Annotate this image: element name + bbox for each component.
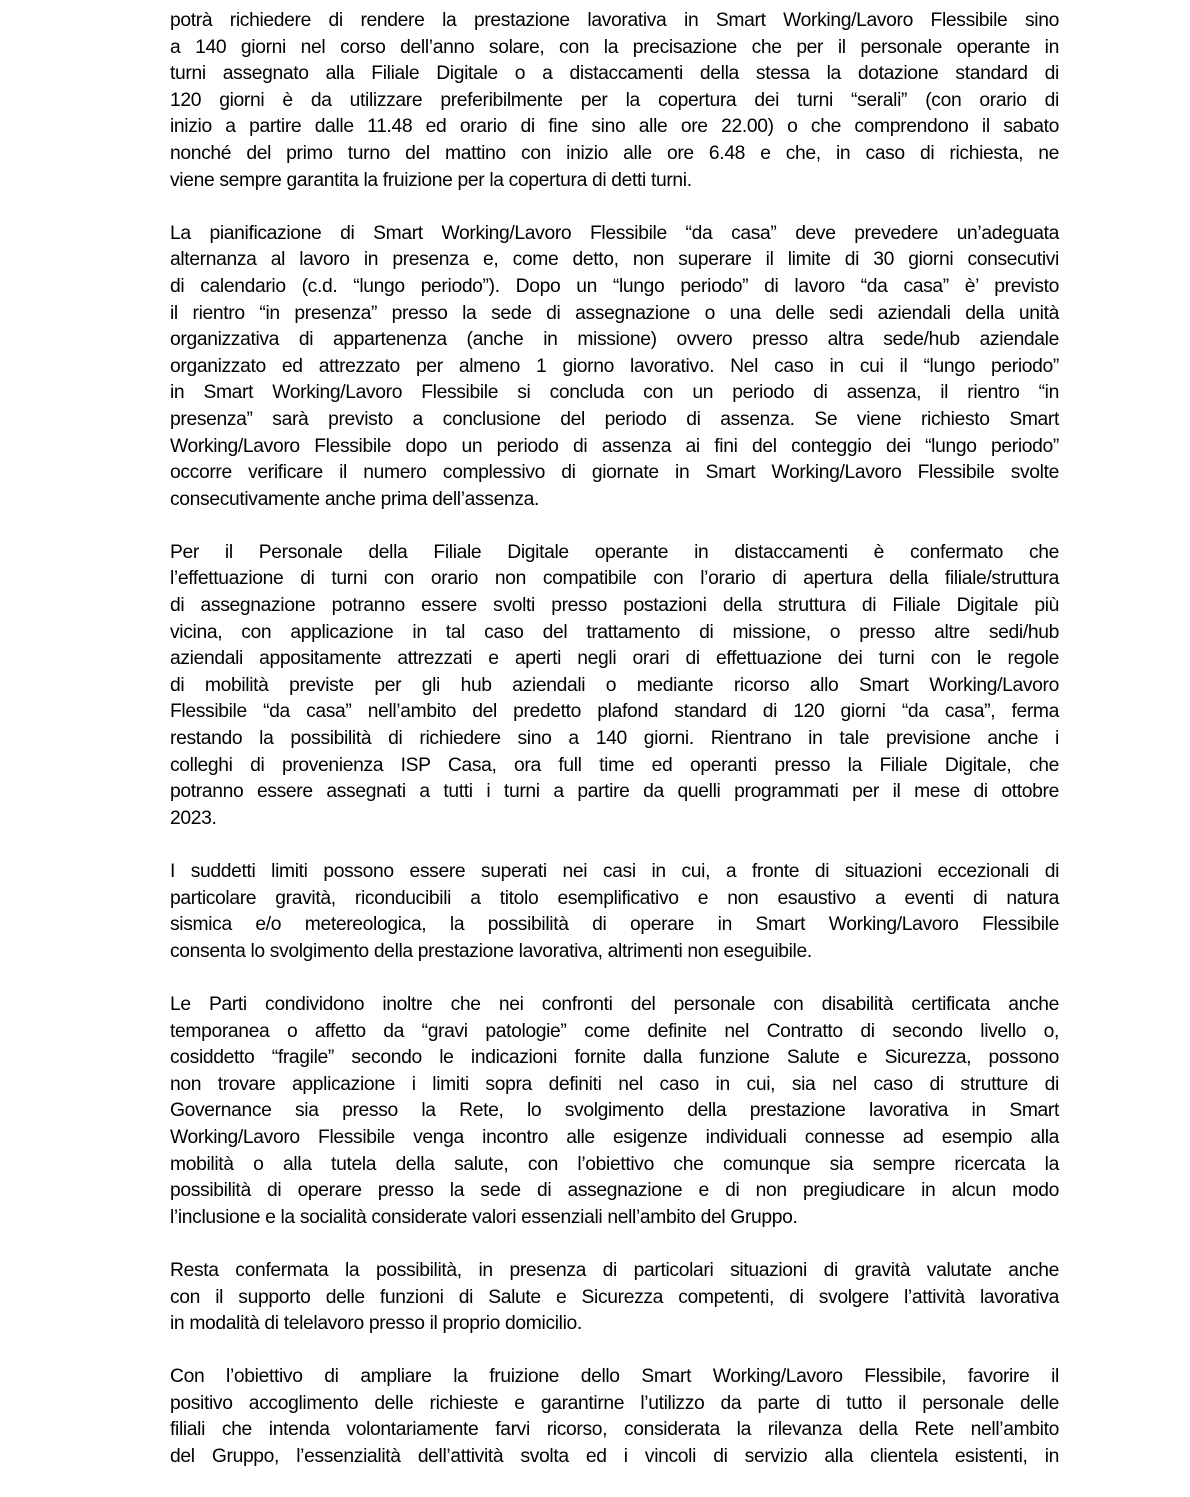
- text-line: occorre verificare il numero complessivo di giornate in Smart Working/Lavoro Flessibile svolte: [170, 462, 1059, 484]
- paragraph-filiale-digitale: [170, 540, 1059, 833]
- paragraph-telelavoro: [170, 1258, 1059, 1338]
- text-line: 120 giorni è da utilizzare preferibilmente per la copertura dei turni “serali” (con orario di: [170, 89, 1059, 111]
- text-line: in modalità di telelavoro presso il proprio domicilio.: [170, 1313, 582, 1335]
- document-page: [170, 8, 1059, 1497]
- text-line: positivo accoglimento delle richieste e garantirne l’utilizzo da parte di tutto il personale delle: [170, 1392, 1059, 1414]
- text-line: in Smart Working/Lavoro Flessibile si concluda con un periodo di assenza, il rientro “in: [170, 382, 1059, 404]
- text-line: a 140 giorni nel corso dell’anno solare, con la precisazione che per il personale operante in: [170, 36, 1059, 58]
- text-line: presenza” sarà previsto a conclusione del periodo di assenza. Se viene richiesto Smart: [170, 408, 1059, 430]
- text-line: mobilità o alla tutela della salute, con l’obiettivo che comunque sia sempre ricercata la: [170, 1153, 1059, 1175]
- text-line: organizzato ed attrezzato per almeno 1 giorno lavorativo. Nel caso in cui il “lungo periodo”: [170, 355, 1059, 377]
- text-line: Working/Lavoro Flessibile venga incontro alle esigenze individuali connesse ad esempio alla: [170, 1126, 1059, 1148]
- text-line: colleghi di provenienza ISP Casa, ora full time ed operanti presso la Filiale Digitale, che: [170, 754, 1059, 776]
- text-line: Con l’obiettivo di ampliare la fruizione dello Smart Working/Lavoro Flessibile, favorire il: [170, 1366, 1059, 1388]
- paragraph-limiti-superati: [170, 859, 1059, 965]
- text-line: potrà richiedere di rendere la prestazione lavorativa in Smart Working/Lavoro Flessibile sino: [170, 10, 1059, 31]
- paragraph-pianificazione: [170, 221, 1059, 514]
- text-line: possibilità di operare presso la sede di assegnazione e di non pregiudicare in alcun modo: [170, 1180, 1059, 1202]
- text-line: consenta lo svolgimento della prestazione lavorativa, altrimenti non eseguibile.: [170, 940, 812, 962]
- text-line: il rientro “in presenza” presso la sede di assegnazione o una delle sedi aziendali della unità: [170, 302, 1059, 324]
- paragraph-disabilita: [170, 992, 1059, 1231]
- text-line: l’inclusione e la socialità considerate valori essenziali nell’ambito del Gruppo.: [170, 1206, 798, 1228]
- text-line: non trovare applicazione i limiti sopra definiti nel caso in cui, sia nel caso di strutture di: [170, 1073, 1059, 1095]
- text-line: Resta confermata la possibilità, in presenza di particolari situazioni di gravità valutate anche: [170, 1259, 1059, 1281]
- text-line: alternanza al lavoro in presenza e, come detto, non superare il limite di 30 giorni consecutivi: [170, 249, 1059, 271]
- text-line: cosiddetto “fragile” secondo le indicazioni fornite dalla funzione Salute e Sicurezza, possono: [170, 1047, 1059, 1069]
- text-line: l’effettuazione di turni con orario non compatibile con l’orario di apertura della filiale/struttura: [170, 568, 1059, 590]
- paragraph-ampliare-fruizione: [170, 1364, 1059, 1470]
- text-line: organizzativa di appartenenza (anche in missione) ovvero presso altra sede/hub aziendale: [170, 329, 1059, 351]
- text-line: filiali che intenda volontariamente farvi ricorso, considerata la rilevanza della Rete nell’ambito: [170, 1419, 1059, 1441]
- text-line: di assegnazione potranno essere svolti presso postazioni della struttura di Filiale Digitale più: [170, 595, 1059, 617]
- text-line: con il supporto delle funzioni di Salute e Sicurezza competenti, di svolgere l’attività lavorativa: [170, 1286, 1059, 1308]
- text-line: vicina, con applicazione in tal caso del trattamento di missione, o presso altre sedi/hub: [170, 621, 1059, 643]
- text-line: temporanea o affetto da “gravi patologie” come definite nel Contratto di secondo livello o,: [170, 1020, 1059, 1042]
- text-line: del Gruppo, l’essenzialità dell’attività svolta ed i vincoli di servizio alla clientela esistenti, in: [170, 1446, 1059, 1468]
- paragraph-plafond-giorni: [170, 8, 1059, 194]
- text-line: I suddetti limiti possono essere superati nei casi in cui, a fronte di situazioni eccezionali di: [170, 861, 1059, 882]
- text-line: sismica e/o metereologica, la possibilità di operare in Smart Working/Lavoro Flessibile: [170, 914, 1059, 936]
- text-line: La pianificazione di Smart Working/Lavoro Flessibile “da casa” deve prevedere un’adeguata: [170, 222, 1059, 244]
- text-line: particolare gravità, riconducibili a titolo esemplificativo e non esaustivo a eventi di natura: [170, 887, 1059, 909]
- text-line: Working/Lavoro Flessibile dopo un periodo di assenza ai fini del conteggio dei “lungo periodo”: [170, 435, 1059, 457]
- text-line: Governance sia presso la Rete, lo svolgimento della prestazione lavorativa in Smart: [170, 1100, 1059, 1122]
- text-line: 2023.: [170, 807, 217, 829]
- text-line: aziendali appositamente attrezzati e aperti negli orari di effettuazione dei turni con le regole: [170, 648, 1059, 670]
- text-line: nonché del primo turno del mattino con inizio alle ore 6.48 e che, in caso di richiesta, ne: [170, 142, 1059, 164]
- text-line: di calendario (c.d. “lungo periodo”). Dopo un “lungo periodo” di lavoro “da casa” è’ previsto: [170, 275, 1059, 297]
- text-line: Per il Personale della Filiale Digitale operante in distaccamenti è confermato che: [170, 541, 1059, 563]
- text-line: Flessibile “da casa” nell’ambito del predetto plafond standard di 120 giorni “da casa”, ferma: [170, 701, 1059, 723]
- text-line: restando la possibilità di richiedere sino a 140 giorni. Rientrano in tale previsione anche i: [170, 728, 1059, 750]
- text-line: potranno essere assegnati a tutti i turni a partire da quelli programmati per il mese di ottobre: [170, 781, 1059, 803]
- text-line: inizio a partire dalle 11.48 ed orario di fine sino alle ore 22.00) o che comprendono il sabato: [170, 116, 1059, 138]
- text-line: turni assegnato alla Filiale Digitale o a distaccamenti della stessa la dotazione standard di: [170, 63, 1059, 85]
- text-line: viene sempre garantita la fruizione per la copertura di detti turni.: [170, 169, 692, 191]
- text-line: di mobilità previste per gli hub aziendali o mediante ricorso allo Smart Working/Lavoro: [170, 674, 1059, 696]
- text-line: Le Parti condividono inoltre che nei confronti del personale con disabilità certificata anche: [170, 993, 1059, 1015]
- text-line: consecutivamente anche prima dell’assenza.: [170, 488, 539, 510]
